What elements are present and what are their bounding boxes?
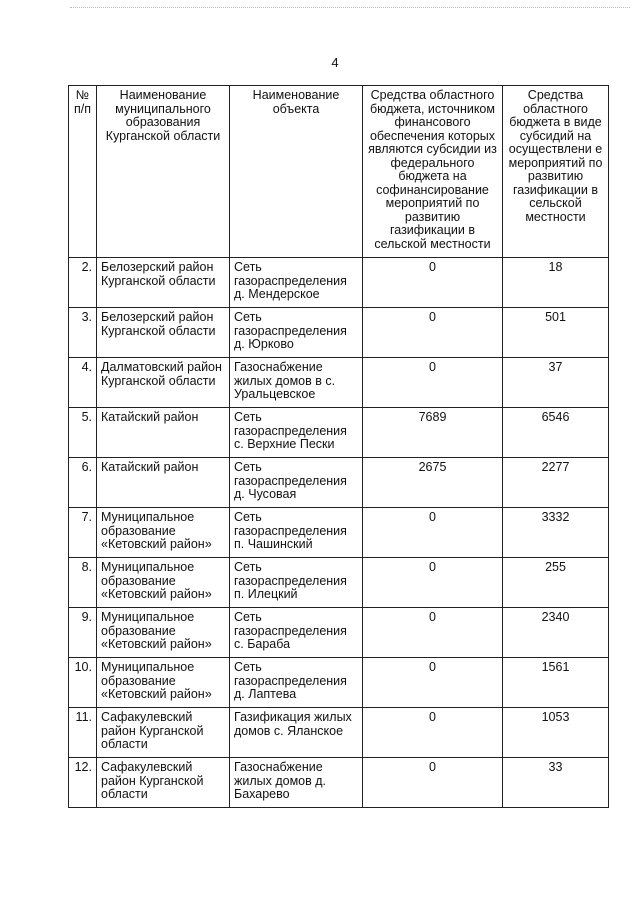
row-federal-funds: 0 [363,758,503,808]
table-row [69,458,609,508]
row-number: 4. [69,358,97,408]
row-federal-funds: 2675 [363,458,503,508]
row-number: 2. [69,258,97,308]
row-municipality: Катайский район [97,458,230,508]
row-regional-subsidy: 1561 [503,658,609,708]
scan-artifact [70,7,630,10]
table-row [69,308,609,358]
header-regional-subsidy: Средства областного бюджета в виде субсидий на осуществлени е мероприятий по развитию газификации в сельской местности [503,86,609,258]
row-municipality: Муниципальное образование «Кетовский район» [97,558,230,608]
row-object: Сеть газораспределения д. Мендерское [230,258,363,308]
row-regional-subsidy: 3332 [503,508,609,558]
table-row [69,558,609,608]
table-row [69,258,609,308]
row-municipality: Сафакулевский район Курганской области [97,708,230,758]
table-row [69,708,609,758]
row-object: Сеть газораспределения д. Чусовая [230,458,363,508]
row-regional-subsidy: 1053 [503,708,609,758]
gasification-budget-table [68,85,609,808]
header-number: № п/п [69,86,97,258]
row-federal-funds: 0 [363,658,503,708]
row-object: Газоснабжение жилых домов д. Бахарево [230,758,363,808]
row-municipality: Сафакулевский район Курганской области [97,758,230,808]
row-number: 3. [69,308,97,358]
header-object: Наименование объекта [230,86,363,258]
row-federal-funds: 0 [363,358,503,408]
row-number: 12. [69,758,97,808]
row-object: Сеть газораспределения д. Юрково [230,308,363,358]
row-number: 5. [69,408,97,458]
row-object: Сеть газораспределения п. Чашинский [230,508,363,558]
row-municipality: Муниципальное образование «Кетовский район» [97,508,230,558]
row-federal-funds: 0 [363,308,503,358]
row-regional-subsidy: 33 [503,758,609,808]
row-regional-subsidy: 501 [503,308,609,358]
page-number: 4 [331,55,339,70]
row-municipality: Белозерский район Курганской области [97,258,230,308]
row-federal-funds: 0 [363,708,503,758]
row-municipality: Белозерский район Курганской области [97,308,230,358]
row-municipality: Далматовский район Курганской области [97,358,230,408]
table-header-row [69,86,609,258]
row-number: 6. [69,458,97,508]
table-row [69,608,609,658]
table-row [69,408,609,458]
row-regional-subsidy: 6546 [503,408,609,458]
row-federal-funds: 0 [363,558,503,608]
header-federal-funds: Средства областного бюджета, источником финансового обеспечения которых являются субсидии из федерального бюджета на софинансирование мероприятий по развитию газификации в сельской местности [363,86,503,258]
row-regional-subsidy: 37 [503,358,609,408]
row-regional-subsidy: 2277 [503,458,609,508]
row-municipality: Муниципальное образование «Кетовский район» [97,608,230,658]
table-row [69,358,609,408]
row-object: Сеть газораспределения с. Бараба [230,608,363,658]
row-object: Сеть газораспределения п. Илецкий [230,558,363,608]
table-row [69,508,609,558]
row-number: 11. [69,708,97,758]
row-number: 9. [69,608,97,658]
row-number: 8. [69,558,97,608]
row-municipality: Катайский район [97,408,230,458]
header-municipality: Наименование муниципального образования Курганской области [97,86,230,258]
row-regional-subsidy: 255 [503,558,609,608]
row-regional-subsidy: 2340 [503,608,609,658]
row-federal-funds: 7689 [363,408,503,458]
row-object: Газификация жилых домов с. Яланское [230,708,363,758]
row-federal-funds: 0 [363,608,503,658]
row-object: Газоснабжение жилых домов в с. Уральцевское [230,358,363,408]
table-row [69,658,609,708]
row-object: Сеть газораспределения с. Верхние Пески [230,408,363,458]
row-number: 7. [69,508,97,558]
row-federal-funds: 0 [363,258,503,308]
row-regional-subsidy: 18 [503,258,609,308]
row-number: 10. [69,658,97,708]
row-object: Сеть газораспределения д. Лаптева [230,658,363,708]
table-row [69,758,609,808]
row-federal-funds: 0 [363,508,503,558]
row-municipality: Муниципальное образование «Кетовский район» [97,658,230,708]
